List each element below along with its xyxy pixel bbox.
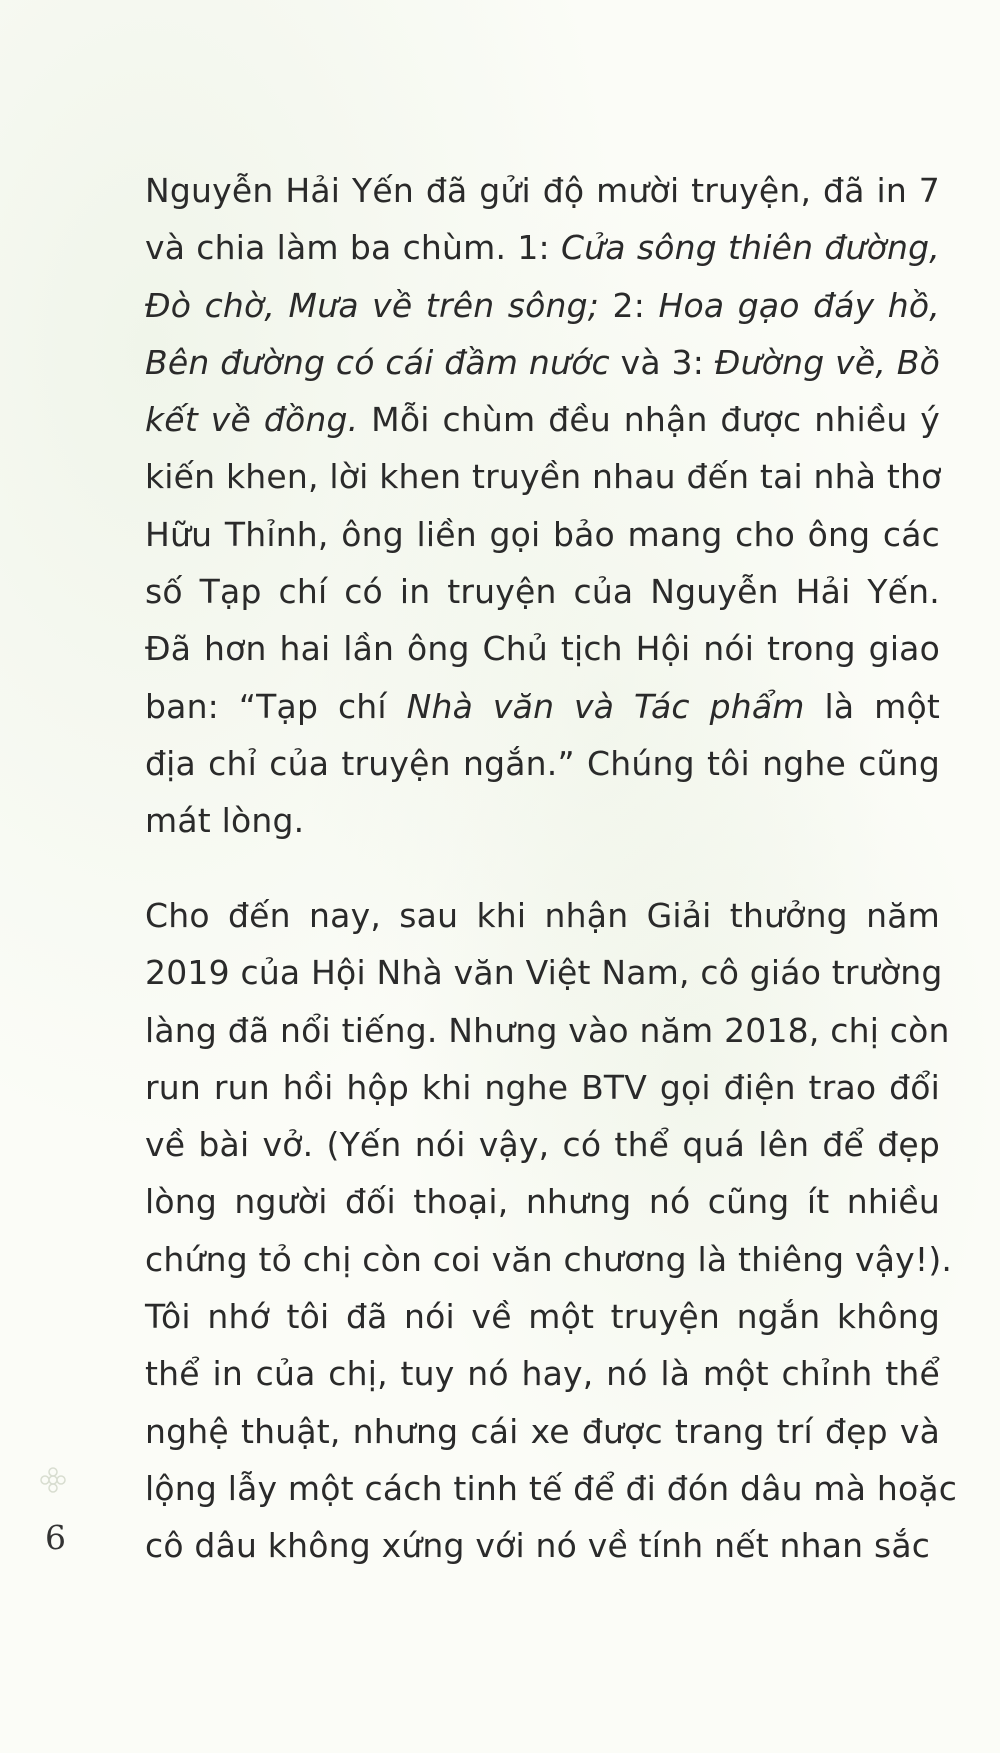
text-line [145, 506, 940, 563]
text-line [145, 678, 940, 735]
text-line [145, 1059, 940, 1116]
text-segment: là một [804, 686, 941, 726]
text-segment: kết về đồng. [145, 400, 359, 440]
text-line [145, 1403, 940, 1460]
text-line [145, 1116, 940, 1173]
text-segment: 2: [599, 285, 659, 325]
text-segment: mát lòng. [145, 801, 305, 841]
text-segment: ban: “Tạp chí [145, 686, 407, 726]
paragraph-1 [145, 162, 940, 850]
text-line [145, 735, 940, 792]
text-segment: Bên đường có cái đầm nước [145, 342, 610, 382]
text-segment: 2019 của Hội Nhà văn Việt Nam, cô giáo trường [145, 953, 943, 993]
text-segment: và chia làm ba chùm. 1: [145, 228, 561, 268]
text-segment: và 3: [609, 342, 715, 382]
text-line [145, 944, 943, 1001]
text-segment: nghệ thuật, nhưng cái xe được trang trí đẹp và [145, 1411, 940, 1451]
text-segment: Nhà văn và Tác phẩm [406, 686, 805, 726]
text-segment: số Tạp chí có in truyện của Nguyễn Hải Yến. [145, 572, 940, 612]
text-line [145, 162, 940, 219]
text-line [145, 334, 940, 391]
text-segment: Cho đến nay, sau khi nhận Giải thưởng năm [145, 896, 940, 935]
text-line [145, 448, 940, 505]
text-line [145, 391, 940, 448]
text-line [145, 792, 940, 849]
paragraph-2 [145, 887, 958, 1575]
page-number: 6 [45, 1518, 66, 1557]
text-line [145, 1002, 950, 1059]
text-line [145, 620, 940, 677]
text-line [145, 1517, 940, 1574]
text-segment: thể in của chị, tuy nó hay, nó là một chỉnh thể [145, 1354, 940, 1394]
text-segment: Cửa sông thiên đường, [560, 228, 940, 268]
text-segment: Hoa gạo đáy hồ, [658, 285, 940, 325]
text-segment: địa chỉ của truyện ngắn.” Chúng tôi nghe cũng [145, 743, 940, 783]
text-line [145, 1173, 940, 1230]
text-segment: Mỗi chùm đều nhận được nhiều ý [358, 400, 940, 440]
text-line [145, 277, 940, 334]
text-line [145, 1345, 940, 1402]
text-segment: Hữu Thỉnh, ông liền gọi bảo mang cho ông các [145, 514, 940, 554]
text-line [145, 1460, 958, 1517]
text-segment: Đã hơn hai lần ông Chủ tịch Hội nói trong giao [145, 629, 940, 669]
text-segment: lòng người đối thoại, nhưng nó cũng ít nhiều [145, 1182, 940, 1222]
text-line [145, 1231, 953, 1288]
flower-ornament-icon [38, 1465, 68, 1495]
text-segment: Nguyễn Hải Yến đã gửi độ mười truyện, đã in 7 [145, 171, 940, 210]
text-segment: kiến khen, lời khen truyền nhau đến tai nhà thơ [145, 457, 942, 497]
text-segment: chứng tỏ chị còn coi văn chương là thiêng vậy!). [145, 1239, 953, 1279]
text-segment: lộng lẫy một cách tinh tế để đi đón dâu mà hoặc [145, 1468, 958, 1508]
text-segment: về bài vở. (Yến nói vậy, có thể quá lên để đẹp [145, 1125, 940, 1165]
text-segment: cô dâu không xứng với nó về tính nết nhan sắc [145, 1526, 931, 1566]
text-segment: làng đã nổi tiếng. Nhưng vào năm 2018, chị còn [145, 1010, 950, 1050]
text-segment: run run hồi hộp khi nghe BTV gọi điện trao đổi [145, 1067, 940, 1107]
text-segment: Đường về, Bồ [714, 342, 940, 382]
text-line [145, 563, 940, 620]
text-line [145, 1288, 940, 1345]
text-line [145, 887, 940, 944]
text-segment: Đò chờ, Mưa về trên sông; [145, 285, 600, 325]
text-segment: Tôi nhớ tôi đã nói về một truyện ngắn không [145, 1297, 940, 1337]
text-line [145, 219, 940, 276]
